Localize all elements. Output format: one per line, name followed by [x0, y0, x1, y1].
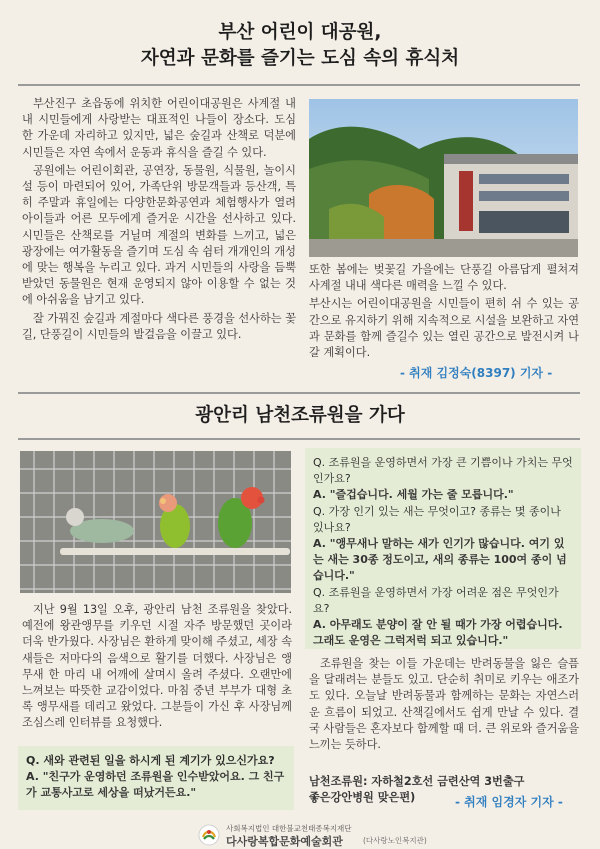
- article1-paragraph: 잘 가꿔진 숲길과 계절마다 색다른 풍경을 선사하는 꽃길, 단풍길이 시민들의 발걸음을 이끌고 있다.: [22, 311, 296, 341]
- address-line: 좋은강안병원 맞은편): [309, 791, 416, 804]
- article2-title: 광안리 남천조류원을 가다: [195, 405, 405, 426]
- article1-body-right: [309, 262, 579, 363]
- footer-name: 다사랑복합문화예술회관: [226, 835, 343, 848]
- qa-question: Q. 가장 인기 있는 새는 무엇이고? 종류는 몇 종이나 있나요?: [313, 505, 561, 534]
- article2-body-right: [309, 656, 579, 755]
- welfare-logo-icon: [198, 824, 220, 846]
- qa-answer: A. "즐겁습니다. 세월 가는 줄 모릅니다.": [313, 488, 514, 501]
- qa-answer: A. "친구가 운영하던 조류원을 인수받았어요. 그 친구가 교통사고로 세상을 떠났거든요.": [26, 770, 285, 799]
- article1-body-left: [22, 96, 296, 345]
- article2-byline: - 취재 임경자 기자 -: [455, 795, 563, 809]
- footer-org: 사회복지법인 대한불교천태종복지재단: [226, 824, 352, 833]
- qa-answer: A. 아무래도 분양이 잘 안 될 때가 가장 어렵습니다. 그래도 운영은 그럭저럭 되고 있습니다.": [313, 618, 563, 647]
- article1-title: [0, 20, 600, 72]
- article1-paragraph: 또한 봄에는 벚꽃길 가을에는 단풍길 아름답게 펼쳐져 사계절 내내 색다른 매력을 느낄 수 있다.: [309, 263, 579, 293]
- article2-closing: 조류원을 찾는 이들 가운데는 반려동물을 잃은 슬픔을 달래려는 분들도 있고. 단순히 취미로 키우는 애조가도 있다. 오늘날 반려동물과 함께하는 문화는 자연스러운 흐름이 되었고. 산책길에서도 쉽게 만날 수 있다. 결국 사람들은 혼자보다 함께할 때 더. 큰 위로와 즐거움을 느끼는 듯하다.: [309, 657, 579, 752]
- title-divider: [18, 438, 580, 440]
- article1-paragraph: 공원에는 어린이회관, 공연장, 동물원, 식물원, 놀이시설 등이 마련되어 있어, 가족단위 방문객들과 등산객, 특히 주말과 휴일에는 다양한문화공연과 체험행사가 열려 아이들과 어른 모두에게 즐거운 시간을 선사하고 있다. 시민들은 산책로를 거닐며 계절의 변화를 느끼고, 넓은 광장에는 여가활동을 즐기며 도심 속 쉼터 개개인의 개성에 맞는 행복을 누리고 있다. 과거 시민들의 사랑을 듬뿍 받았던 동물원은 현재 운영되지 않아 이용할 수 없는 것에 아쉬움을 남기고 있다.: [22, 163, 296, 307]
- park-building-photo: [309, 99, 578, 257]
- title-divider: [18, 84, 580, 86]
- article2-body-left: [22, 602, 292, 734]
- footer: [0, 822, 600, 849]
- article1-title-line1: 부산 어린이 대공원,: [218, 22, 382, 43]
- article1-byline: - 취재 김정숙(8397) 기자 -: [400, 366, 553, 380]
- article2-paragraph: 지난 9월 13일 오후, 광안리 남천 조류원을 찾았다. 예전에 왕관앵무를 키우던 시절 자주 방문했던 곳이라 더욱 반가웠다. 사장님은 환하게 맞이해 주셨고, 세장 속 새들은 저마다의 음색으로 활기를 더했다. 사장님은 앵무새 한 마리 내 어깨에 살며시 올려 주셨다. 오랜만에 느껴보는 따뜻한 교감이었다. 마침 중년 부부가 대형 초록 앵무새를 데리고 왔었다. 그분들이 가신 후 사장님께 조심스레 인터뷰를 요청했다.: [22, 603, 292, 730]
- qa-answer: A. "앵무새나 말하는 새가 인기가 많습니다. 여기 있는 새는 30종 정도이고, 새의 종류는 100여 종이 넘습니다.": [313, 537, 567, 582]
- qa-question: Q. 조류원을 운영하면서 가장 어려운 점은 무엇인가요?: [313, 586, 559, 615]
- qa-question: Q. 새와 관련된 일을 하시게 된 계기가 있으신가요?: [26, 754, 275, 767]
- footer-sub: (다사랑노인복지관): [363, 836, 427, 845]
- qa-box-right: [305, 448, 581, 649]
- lovebirds-photo: [20, 451, 291, 593]
- article1-paragraph: 부산시는 어린이대공원을 시민들이 편히 쉬 수 있는 공간으로 유지하기 위해 지속적으로 시설을 보완하고 자연과 문화를 함께 즐길수 있는 열린 공간으로 발전시켜 나갈 계획이다.: [309, 297, 579, 360]
- article1-title-line2: 자연과 문화를 즐기는 도심 속의 휴식처: [140, 48, 460, 69]
- qa-box-left: [18, 746, 294, 810]
- qa-question: Q. 조류원을 운영하면서 가장 큰 기쁨이나 가치는 무엇인가요?: [313, 456, 573, 485]
- article1-paragraph: 부산진구 초읍동에 위치한 어린이대공원은 사계절 내내 시민들에게 사랑받는 대표적인 나들이 장소다. 도심 한 가운데 자리하고 있지만, 넓은 숲길과 산책로 덕분에 시민들은 자연 속에서 운동과 휴식을 즐길 수 있다.: [22, 97, 296, 159]
- section-divider: [18, 392, 580, 394]
- address-line: 남천조류원: 자하철2호선 금련산역 3번출구: [309, 775, 525, 788]
